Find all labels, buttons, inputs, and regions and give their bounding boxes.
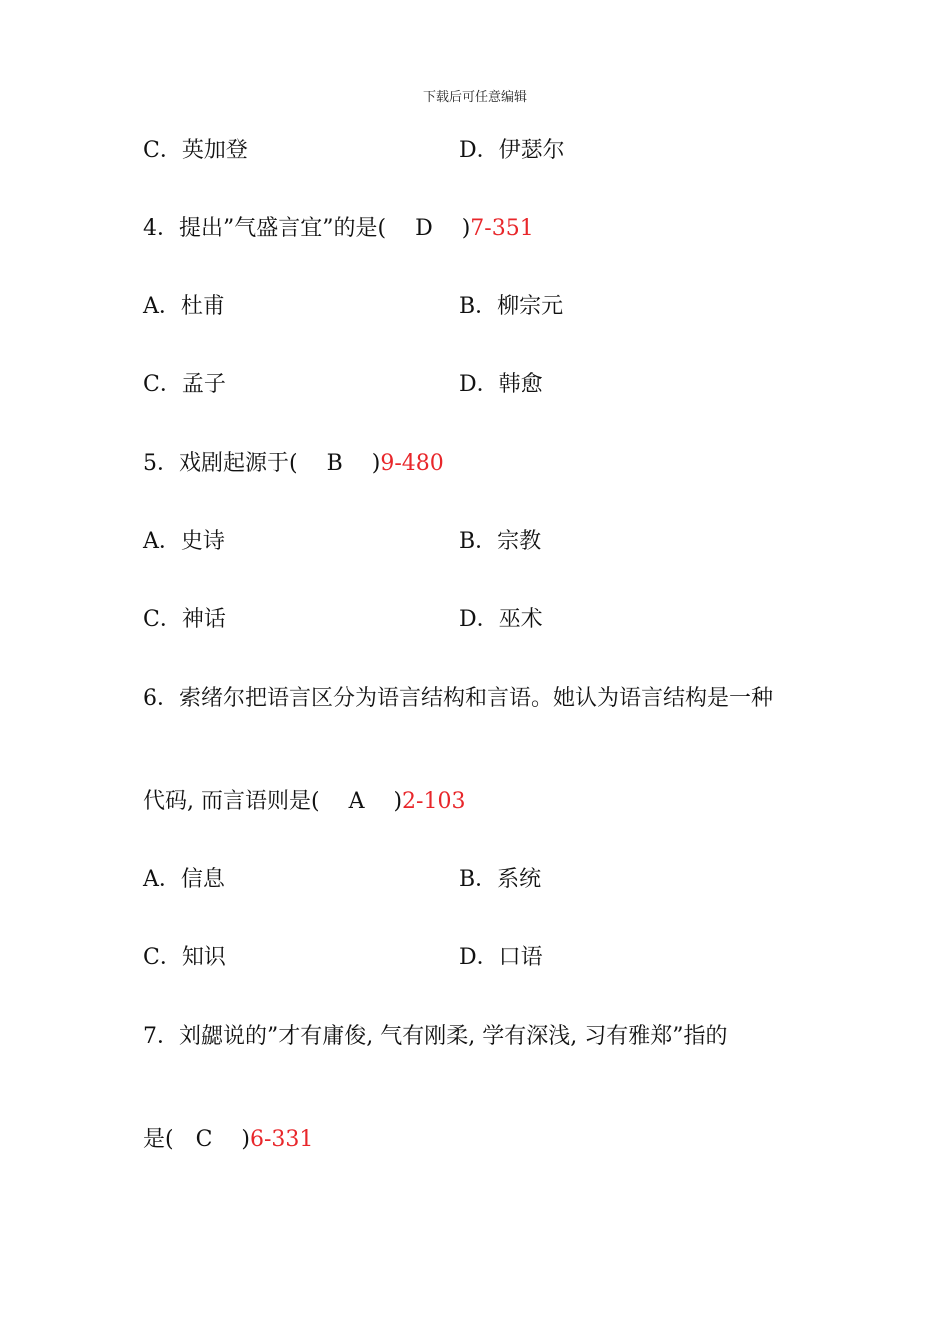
q4-page-ref: 7-351 xyxy=(470,216,534,241)
q6-stem-line2: 代码, 而言语则是( A ) xyxy=(143,789,403,814)
q7-stem-line2-wrap xyxy=(143,1126,313,1154)
q7-page-ref: 6-331 xyxy=(250,1127,314,1152)
q5-option-a: A．史诗 xyxy=(143,529,225,554)
q5-stem: 5．戏剧起源于( B ) xyxy=(143,451,381,476)
q4-stem-line xyxy=(143,215,534,243)
q4-stem: 4．提出”气盛言宜”的是( D ) xyxy=(143,216,471,241)
q4-option-d: D．韩愈 xyxy=(459,372,543,397)
q6-option-d: D．口语 xyxy=(459,945,543,970)
q4-option-b: B．柳宗元 xyxy=(459,294,564,319)
q4-option-a: A．杜甫 xyxy=(143,294,225,319)
q6-option-b: B．系统 xyxy=(459,867,542,892)
q5-option-c: C．神话 xyxy=(143,607,226,632)
q6-page-ref: 2-103 xyxy=(402,789,466,814)
q7-stem-line1: 7．刘勰说的”才有庸俊, 气有刚柔, 学有深浅, 习有雅郑”指的 xyxy=(143,1024,728,1049)
q6-stem-line1: 6．索绪尔把语言区分为语言结构和言语。她认为语言结构是一种 xyxy=(143,686,773,711)
q6-option-a: A．信息 xyxy=(143,867,225,892)
q6-stem-line2-wrap xyxy=(143,788,465,816)
q3-option-d: D．伊瑟尔 xyxy=(459,138,565,163)
q5-option-b: B．宗教 xyxy=(459,529,542,554)
q6-option-c: C．知识 xyxy=(143,945,226,970)
q5-stem-line xyxy=(143,450,444,478)
q3-option-c: C．英加登 xyxy=(143,138,248,163)
page-header: 下载后可任意编辑 xyxy=(422,90,527,105)
q5-page-ref: 9-480 xyxy=(380,451,444,476)
q4-option-c: C．孟子 xyxy=(143,372,226,397)
q5-option-d: D．巫术 xyxy=(459,607,543,632)
q7-stem-line2: 是( C ) xyxy=(143,1127,250,1152)
